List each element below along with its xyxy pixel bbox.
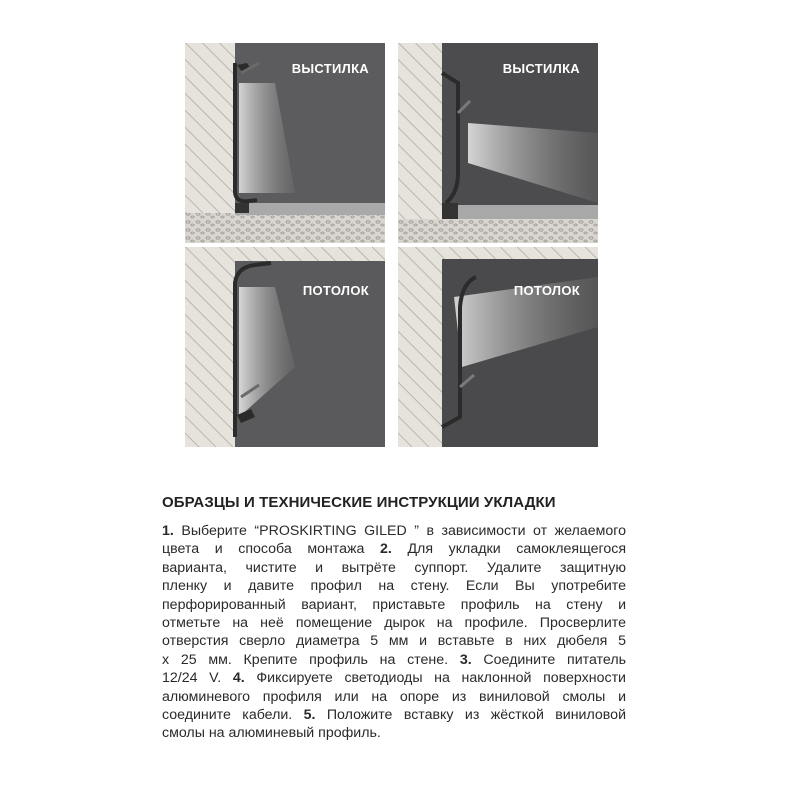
instruction-text: Выберите “PROSKIRTING GILED ” в зависимости от желаемого [173, 523, 626, 539]
instruction-line [162, 706, 626, 724]
instruction-text: отверстия сверло диаметра 5 мм и вставьте в них дюбеля 5 [162, 633, 626, 650]
panel-label: ВЫСТИЛКА [502, 61, 580, 76]
section-heading: ОБРАЗЦЫ И ТЕХНИЧЕСКИЕ ИНСТРУКЦИИ УКЛАДКИ [162, 494, 556, 511]
instruction-text: варианта, чистите и вытрёте суппорт. Удалите защитную [162, 559, 626, 576]
instruction-line [162, 651, 626, 669]
instruction-line [162, 669, 626, 687]
diagram-floor-light-panel-1 [185, 43, 385, 243]
instruction-line [162, 724, 626, 742]
step-number: 1. [162, 523, 174, 539]
instruction-text: перфорированный вариант, приставьте профиль на стену и [162, 596, 626, 613]
instruction-text: х 25 мм. Крепите профиль на стене. [162, 651, 460, 668]
diagram-ceiling-light-panel-1 [185, 247, 385, 447]
instruction-line [162, 596, 626, 614]
instruction-text: соедините кабели. [162, 707, 304, 724]
instruction-line [162, 540, 626, 558]
instruction-text: Фиксируете светодиоды на наклонной поверхности [244, 670, 626, 687]
ceiling-profile-diagram [185, 247, 385, 447]
instruction-text: алюминевого профиля или на опоре из виниловой смолы и [162, 688, 626, 705]
instruction-text: смолы на алюминевый профиль. [162, 725, 381, 742]
instruction-text: Положите вставку из жёсткой виниловой [315, 707, 626, 724]
step-number: 5. [303, 707, 316, 724]
step-number: 4. [232, 670, 245, 687]
instruction-text: цвета и способа монтажа [162, 541, 381, 558]
instruction-text: отметьте на неё помещение дырок на профиле. Просверлите [162, 615, 626, 632]
diagram-ceiling-light-panel-2 [398, 247, 598, 447]
panel-label: ВЫСТИЛКА [291, 61, 369, 76]
instruction-text: Соедините питатель [471, 651, 626, 668]
step-number: 3. [459, 651, 472, 668]
diagram-floor-light-panel-2 [398, 43, 598, 243]
ceiling-profile-diagram [398, 247, 598, 447]
installation-instructions [162, 522, 626, 743]
instruction-text: Для укладки самоклеящегося [391, 541, 627, 558]
instruction-line [162, 632, 626, 650]
instruction-text: 12/24 V. [162, 670, 233, 687]
instruction-line [162, 688, 626, 706]
instruction-line [162, 614, 626, 632]
panel-label: ПОТОЛОК [302, 283, 369, 298]
instruction-text: пленку и давите профил на стену. Если Вы употребите [162, 578, 626, 595]
step-number: 2. [380, 541, 392, 558]
panel-label: ПОТОЛОК [513, 283, 580, 298]
instruction-line [162, 559, 626, 577]
instruction-line [162, 522, 626, 540]
instruction-line [162, 577, 626, 595]
